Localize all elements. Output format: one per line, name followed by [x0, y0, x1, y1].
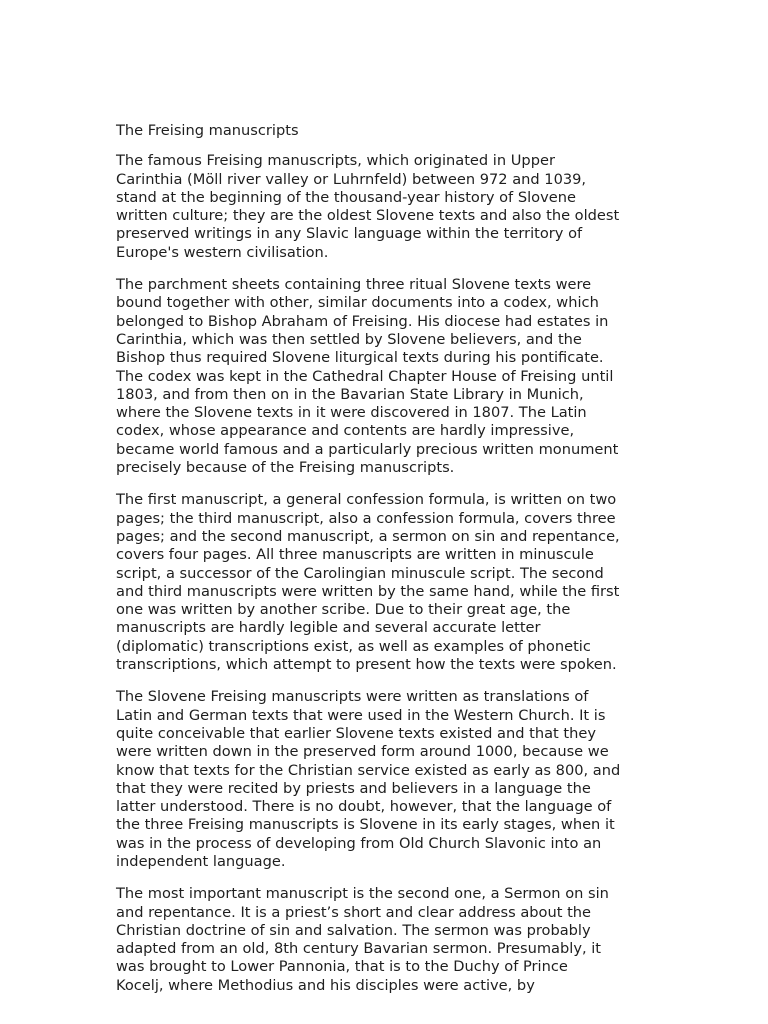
paragraph-4: The Slovene Freising manuscripts were written as translations of Latin and German texts that were used in the Western Church. It is quite conceivable that earlier Slovene texts existed and that they were written down in the preserved form around 1000, because we know that texts for the Christian service existed as early as 800, and that they were recited by priests and believers in a language the latter understood. There is no doubt, however, that the language of the three Freising manuscripts is Slovene in its early stages, when it was in the process of developing from Old Church Slavonic into an independent language. — [116, 688, 621, 870]
document-page — [116, 122, 656, 1009]
document-title: The Freising manuscripts — [116, 122, 299, 139]
paragraph-2: The parchment sheets containing three ritual Slovene texts were bound together with other, similar documents into a codex, which belonged to Bishop Abraham of Freising. His diocese had estates in Carinthia, which was then settled by Slovene believers, and the Bishop thus required Slovene liturgical texts during his pontificate. The codex was kept in the Cathedral Chapter House of Freising until 1803, and from then on in the Bavarian State Library in Munich, where the Slovene texts in it were discovered in 1807. The Latin codex, whose appearance and contents are hardly impressive, became world famous and a particularly precious written monument precisely because of the Freising manuscripts. — [116, 276, 619, 477]
paragraph-5: The most important manuscript is the second one, a Sermon on sin and repentance. It is a priest’s short and clear address about the Christian doctrine of sin and salvation. The sermon was probably adapted from an old, 8th century Bavarian sermon. Presumably, it was brought to Lower Pannonia, that is to the Duchy of Prince Kocelj, where Methodius and his disciples were active, by — [116, 885, 609, 994]
paragraph-1: The famous Freising manuscripts, which originated in Upper Carinthia (Möll river valley or Luhrnfeld) between 972 and 1039, stand at the beginning of the thousand-year history of Slovene written culture; they are the oldest Slovene texts and also the oldest preserved writings in any Slavic language within the territory of Europe's western civilisation. — [116, 152, 620, 261]
paragraph-3: The first manuscript, a general confession formula, is written on two pages; the third manuscript, also a confession formula, covers three pages; and the second manuscript, a sermon on sin and repentance, covers four pages. All three manuscripts are written in minuscule script, a successor of the Carolingian minuscule script. The second and third manuscripts were written by the same hand, while the first one was written by another scribe. Due to their great age, the manuscripts are hardly legible and several accurate letter (diplomatic) transcriptions exist, as well as examples of phonetic transcriptions, which attempt to present how the texts were spoken. — [116, 491, 620, 674]
